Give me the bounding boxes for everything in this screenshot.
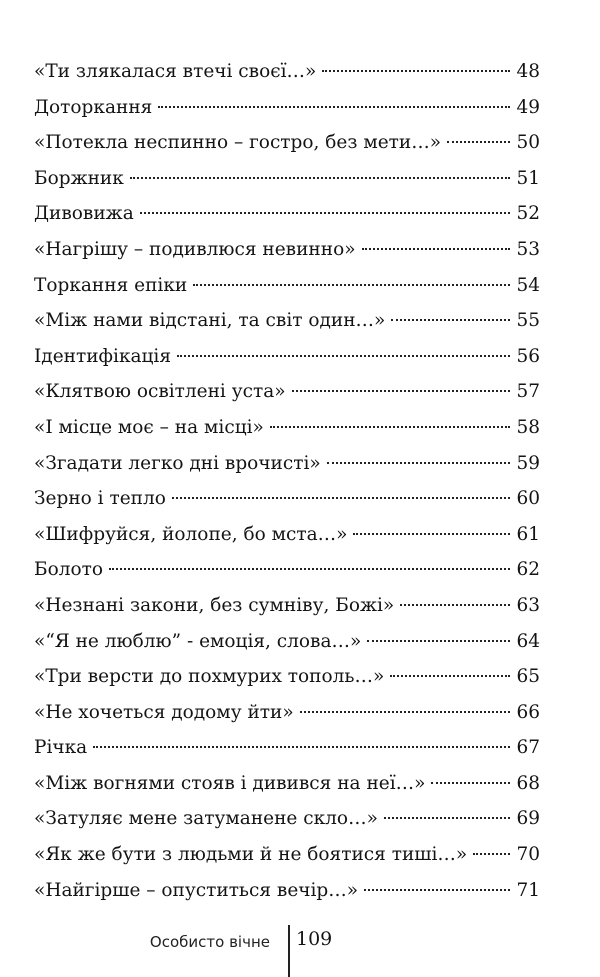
entry-page: 52 xyxy=(516,203,540,225)
entry-page: 59 xyxy=(516,452,540,474)
entry-page: 66 xyxy=(516,701,540,723)
toc-entry xyxy=(34,196,540,232)
dot-leader xyxy=(473,853,510,855)
entry-page: 68 xyxy=(516,772,540,794)
entry-page: 54 xyxy=(516,274,540,296)
toc-entry xyxy=(34,766,540,802)
entry-title: «І місце моє – на місці» xyxy=(34,416,264,438)
entry-page: 49 xyxy=(516,96,540,118)
dot-leader xyxy=(177,355,510,357)
toc-entry xyxy=(34,161,540,197)
dot-leader xyxy=(391,319,510,321)
toc-entry xyxy=(34,125,540,161)
dot-leader xyxy=(322,70,510,72)
entry-title: «Три версти до похмурих тополь…» xyxy=(34,666,385,688)
entry-page: 57 xyxy=(516,381,540,403)
dot-leader xyxy=(447,141,510,143)
entry-title: «Незнані закони, без сумніву, Божі» xyxy=(34,594,395,616)
entry-page: 55 xyxy=(516,310,540,332)
entry-title: Зерно і тепло xyxy=(34,488,166,510)
dot-leader xyxy=(292,390,511,392)
table-of-contents xyxy=(34,54,540,908)
dot-leader xyxy=(109,568,510,570)
entry-title: «Як же бути з людьми й не боятися тиші…» xyxy=(34,844,468,866)
entry-title: «Не хочеться додому йти» xyxy=(34,701,294,723)
entry-title: «Ти злякалася втечі своєї…» xyxy=(34,61,317,82)
toc-entry xyxy=(34,588,540,624)
toc-entry xyxy=(34,659,540,695)
entry-title: «Клятвою освітлені уста» xyxy=(34,381,286,403)
toc-entry xyxy=(34,232,540,268)
footer-divider xyxy=(288,925,290,977)
entry-page: 67 xyxy=(516,737,540,759)
entry-title: Доторкання xyxy=(34,96,153,118)
dot-leader xyxy=(367,640,510,642)
entry-title: «Нагрішу – подивлюся невинно» xyxy=(34,238,356,260)
entry-title: «Найгірше – опуститься вечір…» xyxy=(34,879,359,901)
dot-leader xyxy=(353,533,510,535)
running-title: Особисто вічне xyxy=(149,933,270,951)
dot-leader xyxy=(431,782,510,784)
entry-page: 62 xyxy=(516,559,540,581)
entry-title: «“Я не люблю” - емоція, слова…» xyxy=(34,630,362,652)
page-number: 109 xyxy=(296,928,333,950)
entry-page: 58 xyxy=(516,416,540,438)
entry-title: Ідентифікація xyxy=(34,345,172,367)
entry-title: «Потекла неспинно – гостро, без мети…» xyxy=(34,132,442,154)
entry-page: 50 xyxy=(516,132,540,154)
dot-leader xyxy=(400,604,510,606)
dot-leader xyxy=(130,177,511,179)
page-footer xyxy=(0,925,600,977)
toc-entry xyxy=(34,801,540,837)
entry-title: Боржник xyxy=(34,167,124,189)
toc-entry xyxy=(34,552,540,588)
toc-entry xyxy=(34,481,540,517)
entry-title: «Згадати легко дні врочисті» xyxy=(34,452,321,474)
dot-leader xyxy=(270,426,511,428)
entry-page: 71 xyxy=(516,879,540,901)
toc-entry xyxy=(34,730,540,766)
toc-entry xyxy=(34,873,540,909)
entry-page: 69 xyxy=(516,808,540,830)
entry-page: 60 xyxy=(516,488,540,510)
toc-entry xyxy=(34,268,540,304)
entry-title: «Затуляє мене затуманене скло…» xyxy=(34,808,378,830)
toc-entry xyxy=(34,837,540,873)
dot-leader xyxy=(384,817,511,819)
entry-title: «Між нами відстані, та світ один…» xyxy=(34,310,386,332)
dot-leader xyxy=(300,711,511,713)
toc-entry xyxy=(34,374,540,410)
entry-page: 65 xyxy=(516,666,540,688)
toc-entry xyxy=(34,624,540,660)
entry-title: Дивовижа xyxy=(34,203,134,225)
entry-title: Болото xyxy=(34,559,103,581)
dot-leader xyxy=(158,106,510,108)
entry-page: 51 xyxy=(516,167,540,189)
entry-title: Річка xyxy=(34,737,88,759)
toc-entry xyxy=(34,446,540,482)
toc-entry xyxy=(34,517,540,553)
entry-title: «Між вогнями стояв і дивився на неї…» xyxy=(34,772,426,794)
toc-entry xyxy=(34,54,540,90)
dot-leader xyxy=(364,889,510,891)
toc-entry xyxy=(34,695,540,731)
dot-leader xyxy=(390,675,510,677)
dot-leader xyxy=(93,746,510,748)
entry-page: 48 xyxy=(516,61,540,82)
dot-leader xyxy=(327,462,511,464)
toc-entry xyxy=(34,410,540,446)
toc-entry xyxy=(34,303,540,339)
entry-page: 70 xyxy=(516,844,540,866)
entry-page: 64 xyxy=(516,630,540,652)
entry-title: Торкання епіки xyxy=(34,274,188,296)
toc-entry xyxy=(34,90,540,126)
dot-leader xyxy=(140,212,511,214)
dot-leader xyxy=(172,497,511,499)
dot-leader xyxy=(193,284,510,286)
entry-title: «Шифруйся, йолопе, бо мста…» xyxy=(34,523,348,545)
toc-entry xyxy=(34,339,540,375)
dot-leader xyxy=(362,248,511,250)
entry-page: 61 xyxy=(516,523,540,545)
entry-page: 53 xyxy=(516,238,540,260)
entry-page: 63 xyxy=(516,594,540,616)
entry-page: 56 xyxy=(516,345,540,367)
